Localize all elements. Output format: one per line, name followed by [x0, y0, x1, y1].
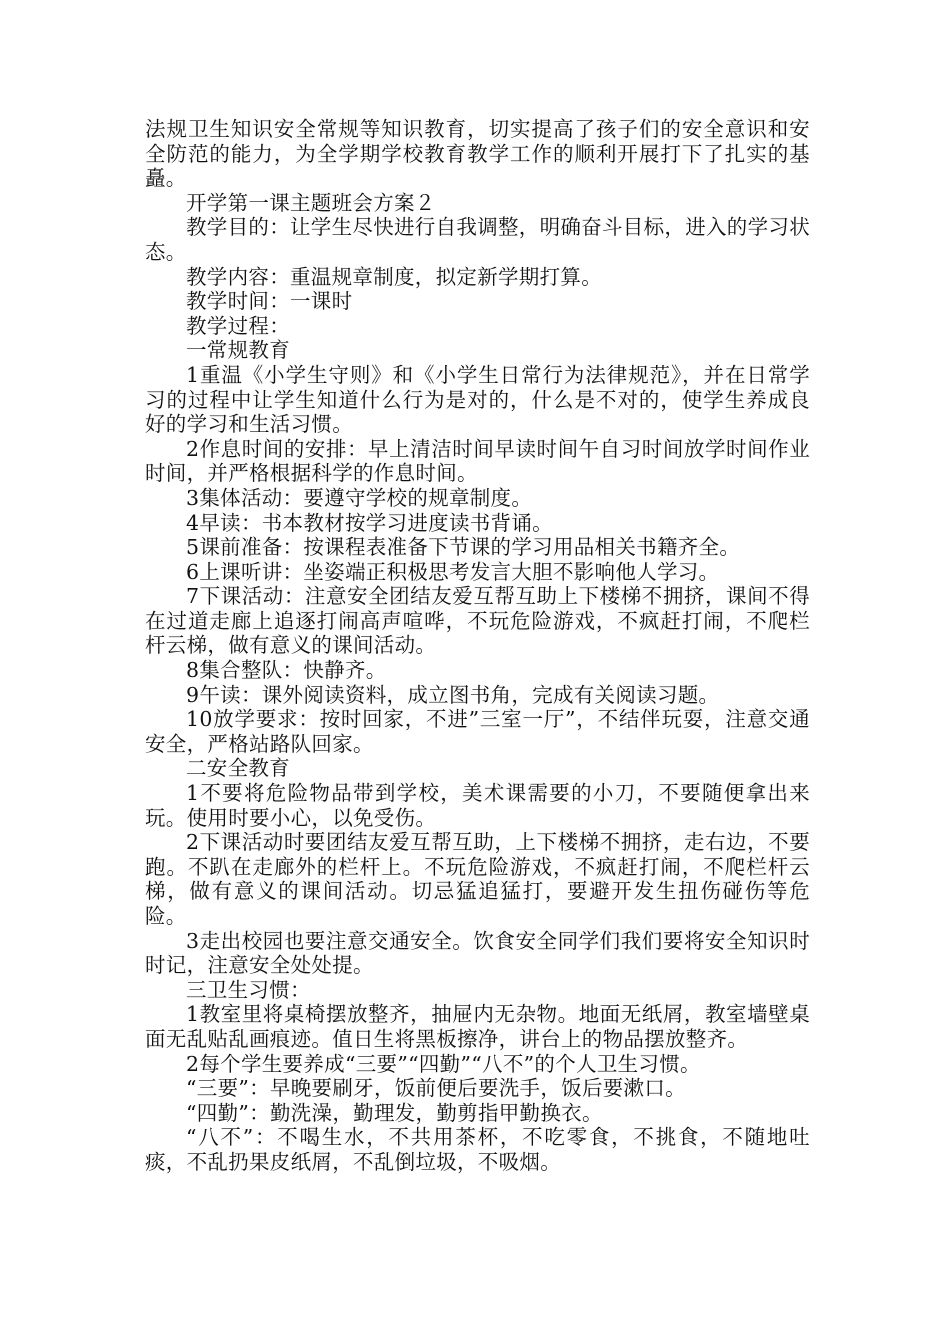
teaching-process-heading: 教学过程： — [186, 313, 290, 338]
routine-item-7: 7下课活动：注意安全团结友爱互帮互助上下楼梯不拥挤，课间不得在过道走廊上追逐打闹高声喧哗，不玩危险游戏，不疯赶打闹，不爬栏杆云梯，做有意义的课间活动。 — [145, 584, 810, 658]
hygiene-item-2: 2每个学生要养成“三要”“四勤”“八不”的个人卫生习惯。 — [186, 1051, 701, 1076]
hygiene-heading: 三卫生习惯： — [186, 977, 311, 1002]
routine-item-3: 3集体活动：要遵守学校的规章制度。 — [186, 485, 533, 510]
routine-item-5: 5课前准备：按课程表准备下节课的学习用品相关书籍齐全。 — [186, 535, 741, 560]
safety-item-3: 3走出校园也要注意交通安全。饮食安全同学们我们要将安全知识时时记，注意安全处处提。 — [145, 928, 810, 978]
hygiene-four-diligences: “四勤”：勤洗澡，勤理发，勤剪指甲勤换衣。 — [186, 1100, 603, 1125]
routine-item-6: 6上课听讲：坐姿端正积极思考发言大胆不影响他人学习。 — [186, 559, 720, 584]
routine-item-9: 9午读：课外阅读资料，成立图书角，完成有关阅读习题。 — [186, 682, 720, 707]
teaching-time: 教学时间：一课时 — [186, 289, 353, 314]
routine-item-1: 1重温《小学生守则》和《小学生日常行为法律规范》，并在日常学习的过程中让学生知道什么行为是对的，什么是不对的，使学生养成良好的学习和生活习惯。 — [145, 362, 810, 437]
teaching-goal: 教学目的：让学生尽快进行自我调整，明确奋斗目标，进入的学习状态。 — [145, 215, 810, 264]
teaching-content: 教学内容：重温规章制度，拟定新学期打算。 — [186, 264, 602, 289]
document-body — [145, 117, 810, 1175]
hygiene-item-1: 1教室里将桌椅摆放整齐，抽屉内无杂物。地面无纸屑，教室墙壁桌面无乱贴乱画痕迹。值日生将黑板擦净，讲台上的物品摆放整齐。 — [145, 1002, 810, 1051]
hygiene-eight-donts: “八不”：不喝生水，不共用茶杯，不吃零食，不挑食，不随地吐痰，不乱扔果皮纸屑，不乱倒垃圾，不吸烟。 — [145, 1125, 810, 1174]
routine-item-2: 2作息时间的安排：早上清洁时间早读时间午自习时间放学时间作业时间，并严格根据科学的作息时间。 — [145, 436, 810, 486]
safety-item-1: 1不要将危险物品带到学校，美术课需要的小刀，不要随便拿出来玩。使用时要小心，以免受伤。 — [145, 781, 810, 830]
safety-item-2: 2下课活动时要团结友爱互帮互助，上下楼梯不拥挤，走右边，不要跑。不趴在走廊外的栏杆上。不玩危险游戏，不疯赶打闹，不爬栏杆云梯，做有意义的课间活动。切忌猛追猛打，要避开发生扭伤碰伤等危险。 — [145, 830, 810, 928]
section-title: 开学第一课主题班会方案２ — [186, 190, 436, 215]
hygiene-three-musts: “三要”：早晚要刷牙，饭前便后要洗手，饭后要漱口。 — [186, 1076, 686, 1101]
routine-item-8: 8集合整队：快静齐。 — [186, 658, 387, 683]
routine-item-4: 4早读：书本教材按学习进度读书背诵。 — [186, 510, 553, 535]
routine-item-10: 10放学要求：按时回家，不进”三室一厅”，不结伴玩耍，注意交通安全，严格站路队回家。 — [145, 707, 810, 756]
safety-education-heading: 二安全教育 — [186, 756, 290, 781]
routine-education-heading: 一常规教育 — [186, 338, 290, 363]
paragraph-continuation: 法规卫生知识安全常规等知识教育，切实提高了孩子们的安全意识和安全防范的能力，为全学期学校教育教学工作的顺利开展打下了扎实的基矗。 — [145, 117, 810, 191]
